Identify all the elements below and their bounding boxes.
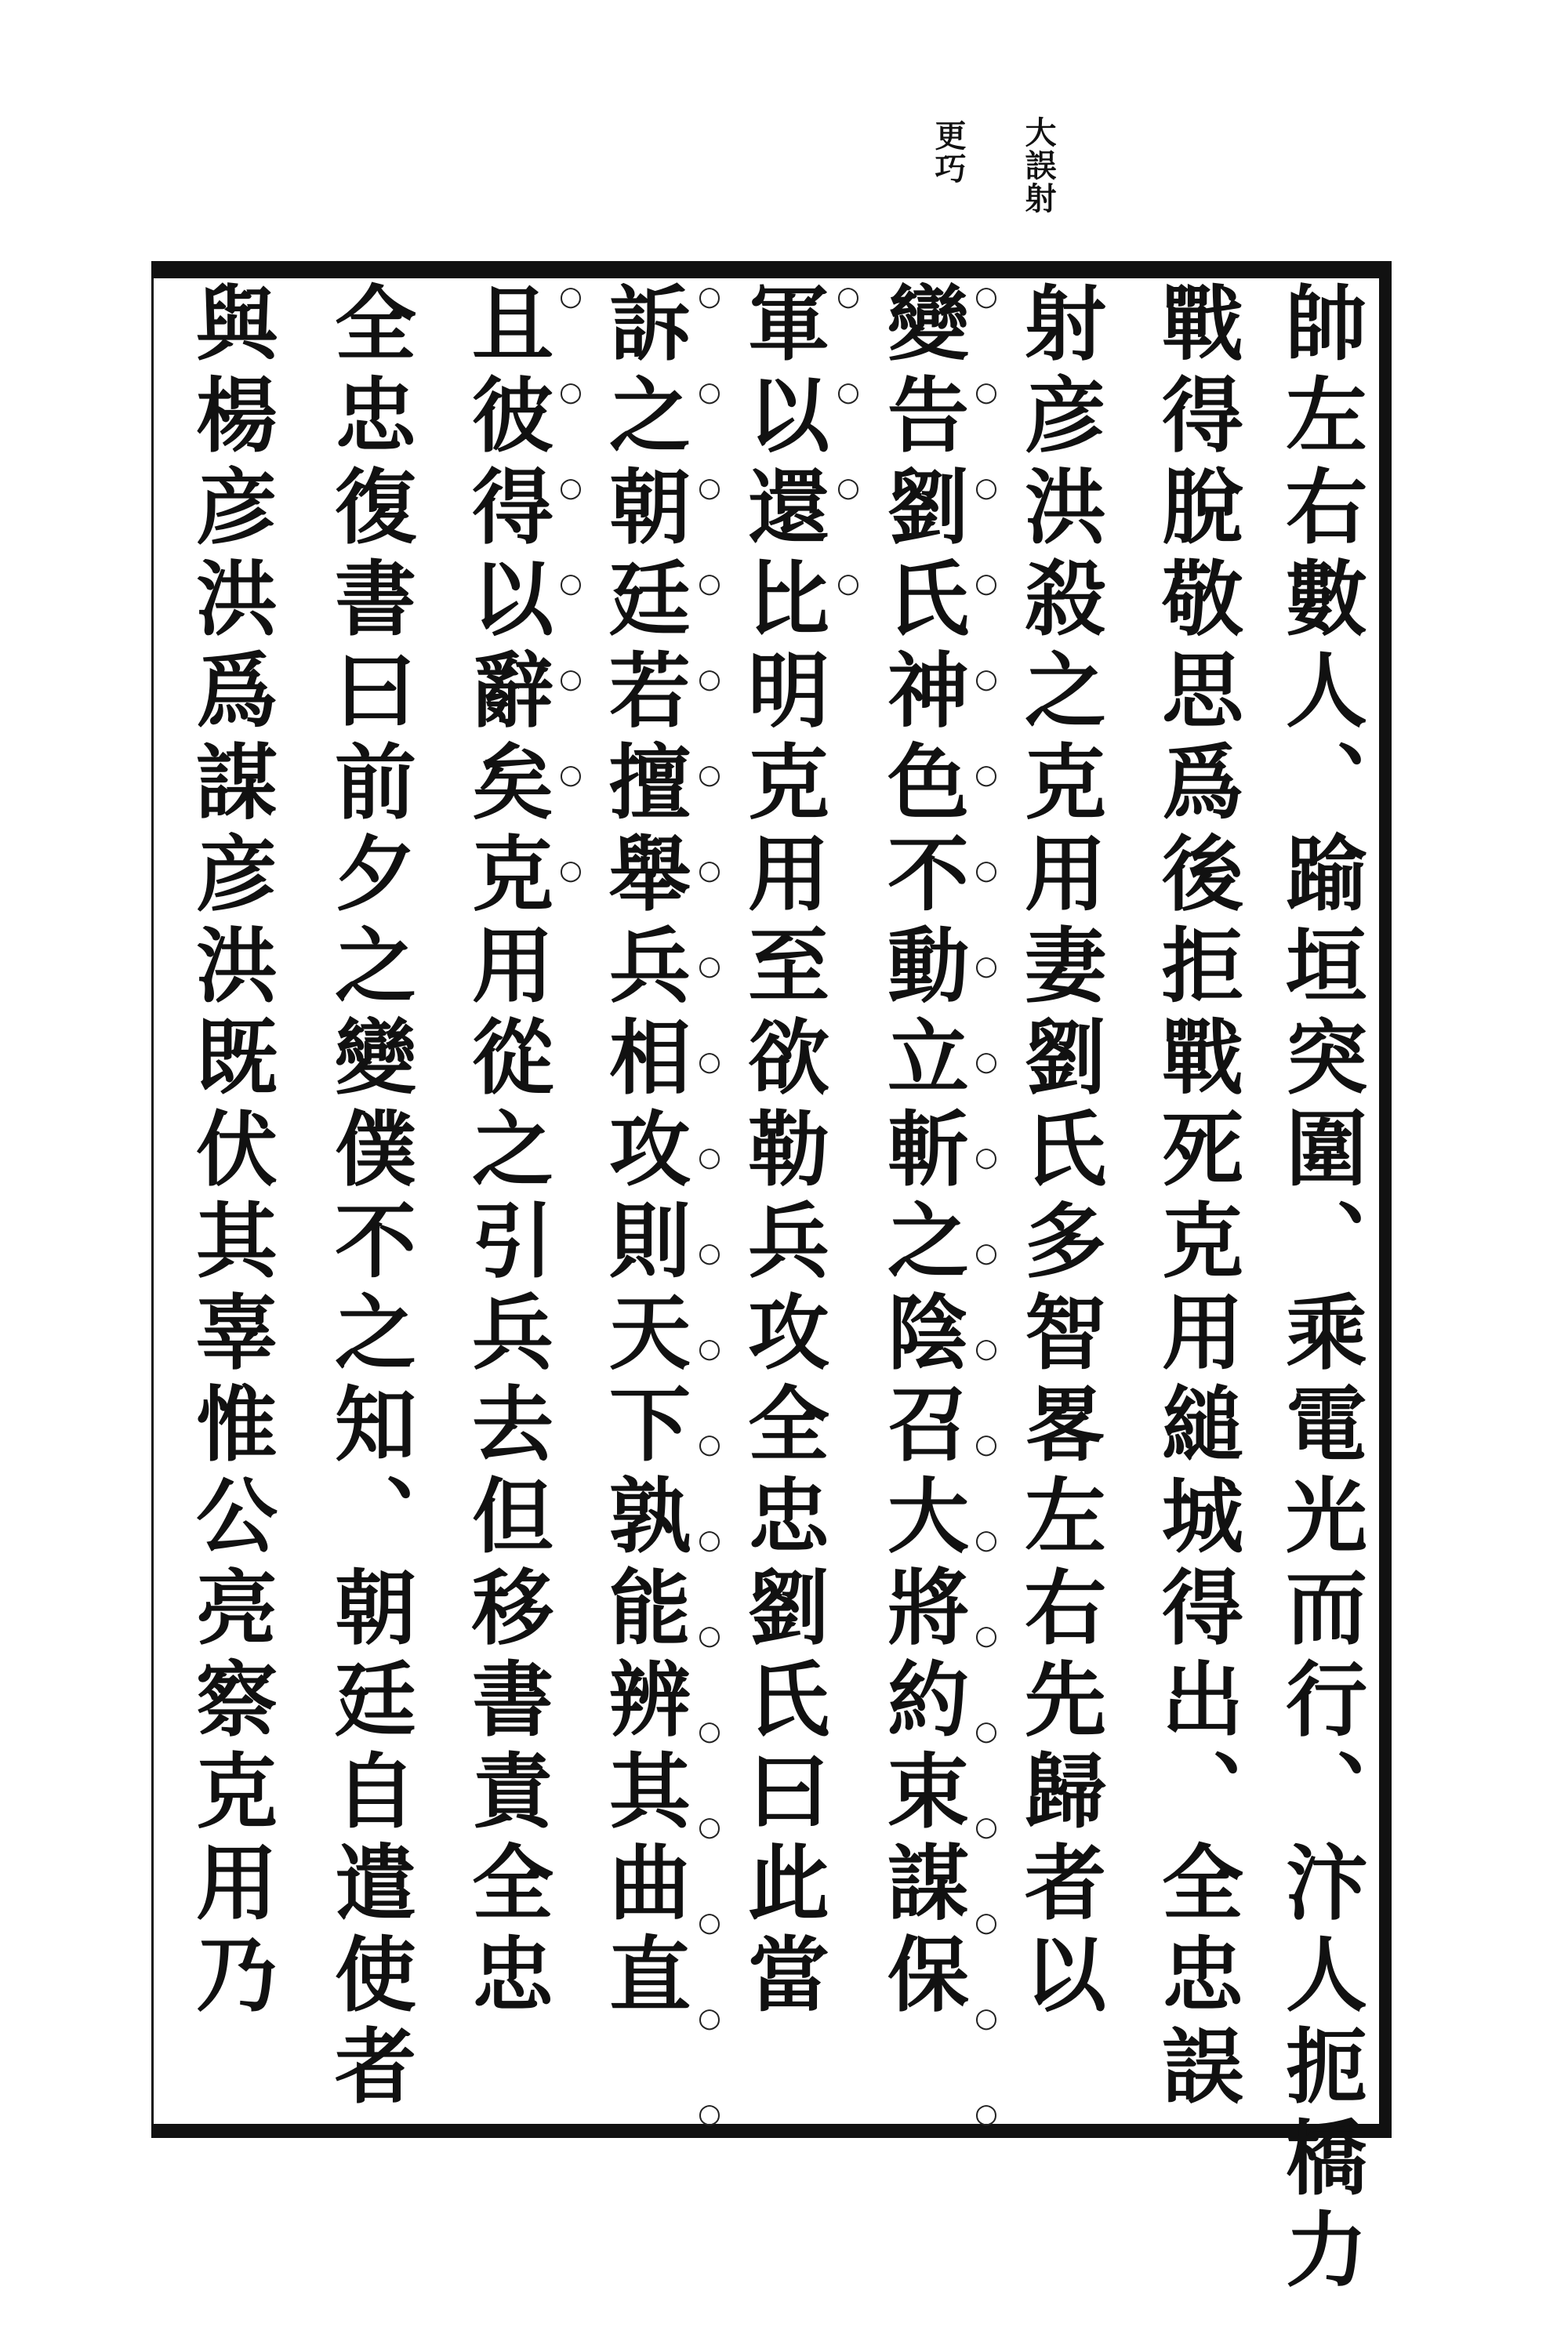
emphasis-marks-col-7: ○○○○○○○	[555, 281, 586, 950]
text-column-6: 訴之朝廷若擅舉兵相攻則天下孰能辨其曲直	[595, 281, 691, 2024]
emphasis-marks-col-3: ○○○○○○○○○○○○○○○○○○○○	[971, 281, 1002, 2194]
top-annotation-2: 更巧	[930, 119, 967, 185]
text-column-2: 戰得脫敬思爲後拒戰死克用縋城得出、全忠誤	[1148, 281, 1244, 2115]
top-annotation-1: 大誤射	[1020, 116, 1057, 215]
text-column-4: 變告劉氏神色不動立斬之陰召大將約束謀保	[873, 281, 970, 2024]
text-column-1: 帥左右數人、踰垣突圍、乘電光而行、汴人扼橋力	[1272, 281, 1368, 2299]
text-column-5: 軍以還比明克用至欲勒兵攻全忠劉氏曰此當	[734, 281, 830, 2024]
text-column-8: 全忠復書曰前夕之變僕不之知、朝廷自遣使者	[321, 281, 417, 2115]
emphasis-marks-col-4: ○○○○	[833, 281, 864, 663]
text-column-7: 且彼得以辭矣克用從之引兵去但移書責全忠	[458, 281, 554, 2024]
text-column-9: 與楊彦洪爲謀彦洪既伏其辜惟公亮察克用乃	[182, 281, 278, 2024]
emphasis-marks-col-6: ○○○○○○○○○○○○○○○○○○○○	[694, 281, 725, 2194]
text-column-3: 射彦洪殺之克用妻劉氏多智畧左右先歸者以	[1011, 281, 1107, 2024]
